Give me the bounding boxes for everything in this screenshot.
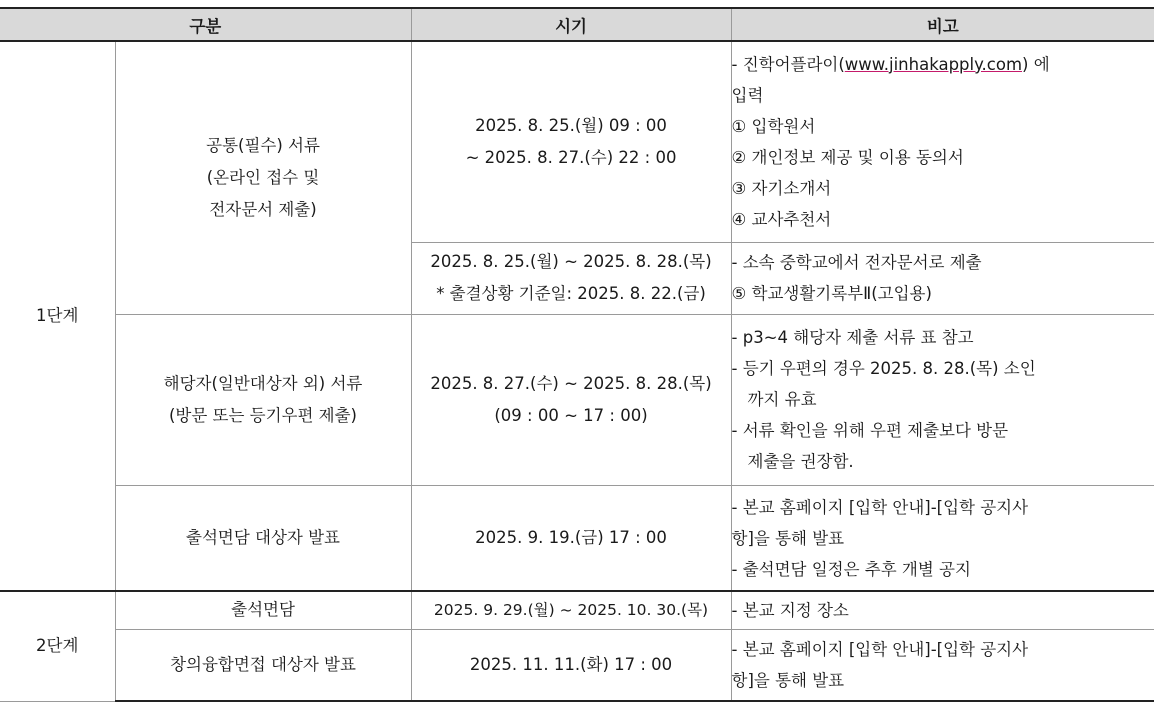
applicant-docs-period: 2025. 8. 27.(수) ~ 2025. 8. 28.(목) (09 : 00 ~ 17 : 00) <box>411 314 731 485</box>
interview-announce-period: 2025. 9. 19.(금) 17 : 00 <box>411 485 731 591</box>
common-docs-note-online: - 진학어플라이(www.jinhakapply.com) 에 입력 ① 입학원서 ② 개인정보 제공 및 이용 동의서 ③ 자기소개서 ④ 교사추천서 <box>731 41 1154 242</box>
common-docs-title: 공통(필수) 서류 (온라인 접수 및 전자문서 제출) <box>115 41 411 314</box>
final-announce-note: - 본교 홈페이지 [입학 안내]-[입학 공지사 항]을 통해 발표 <box>731 629 1154 701</box>
common-docs-period-online: 2025. 8. 25.(월) 09 : 00 ~ 2025. 8. 27.(수) 22 : 00 <box>411 41 731 242</box>
table-row <box>0 591 1154 629</box>
common-docs-period-school: 2025. 8. 25.(월) ~ 2025. 8. 28.(목) * 출결상황 기준일: 2025. 8. 22.(금) <box>411 242 731 314</box>
header-period: 시기 <box>411 8 731 41</box>
stage1-label: 1단계 <box>0 41 115 591</box>
header-note: 비고 <box>731 8 1154 41</box>
table-row <box>0 485 1154 591</box>
header-category: 구분 <box>0 8 411 41</box>
final-announce-title: 창의융합면접 대상자 발표 <box>115 629 411 701</box>
interview-announce-note: - 본교 홈페이지 [입학 안내]-[입학 공지사 항]을 통해 발표 - 출석면담 일정은 추후 개별 공지 <box>731 485 1154 591</box>
jinhakapply-link[interactable]: www.jinhakapply.com <box>844 54 1023 74</box>
table-row <box>0 41 1154 242</box>
applicant-docs-title: 해당자(일반대상자 외) 서류 (방문 또는 등기우편 제출) <box>115 314 411 485</box>
final-announce-period: 2025. 11. 11.(화) 17 : 00 <box>411 629 731 701</box>
table-row <box>0 314 1154 485</box>
interview-announce-title: 출석면담 대상자 발표 <box>115 485 411 591</box>
interview-title: 출석면담 <box>115 591 411 629</box>
stage2-label: 2단계 <box>0 591 115 701</box>
interview-note: - 본교 지정 장소 <box>731 591 1154 629</box>
table-row <box>0 629 1154 701</box>
admission-schedule-table <box>0 7 1154 702</box>
interview-period: 2025. 9. 29.(월) ~ 2025. 10. 30.(목) <box>411 591 731 629</box>
common-docs-note-school: - 소속 중학교에서 전자문서로 제출 ⑤ 학교생활기록부Ⅱ(고입용) <box>731 242 1154 314</box>
applicant-docs-note: - p3~4 해당자 제출 서류 표 참고 - 등기 우편의 경우 2025. 8. 28.(목) 소인 까지 유효 - 서류 확인을 위해 우편 제출보다 방문 제출을 권장함. <box>731 314 1154 485</box>
table-header-row <box>0 8 1154 41</box>
